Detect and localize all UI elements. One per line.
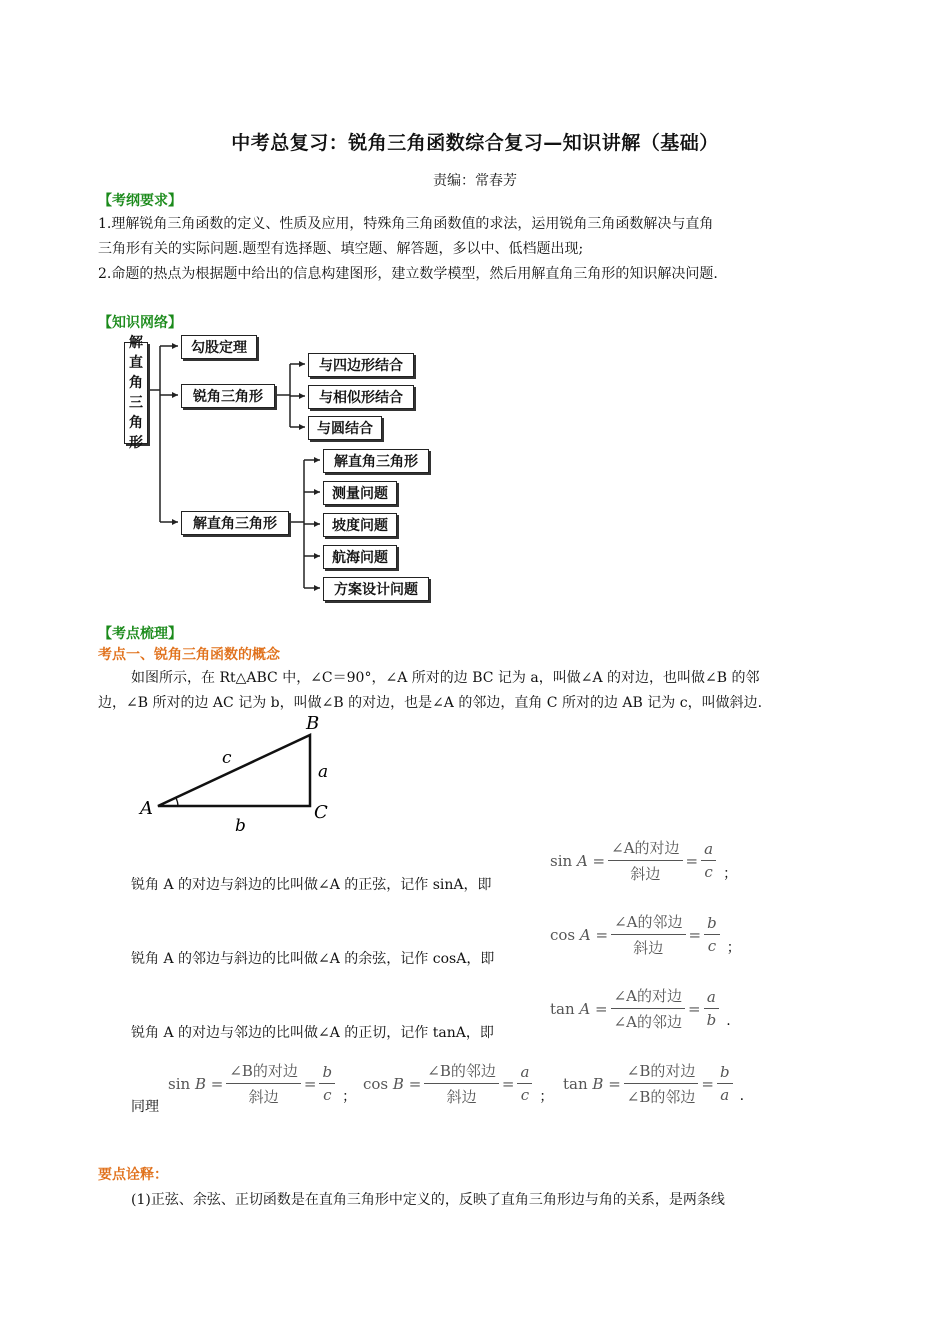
side-c-label: c [222, 748, 232, 768]
intro-line-2: 边，∠B 所对的边 AC 记为 b，叫做∠B 的对边，也是∠A 的邻边，直角 C 所对的边 AB 记为 c，叫做斜边. [98, 695, 763, 711]
node-measurement: 测量问题 [323, 481, 397, 505]
notes-line-1: (1)正弦、余弦、正切函数是在直角三角形中定义的，反映了直角三角形边与角的关系，是两条线 [131, 1192, 725, 1208]
fn-name: sin [550, 851, 573, 870]
frac-numerator: ∠A的对边 [611, 985, 685, 1009]
exam-req-line-1: 1.理解锐角三角函数的定义、性质及应用，特殊角三角函数值的求法，运用锐角三角函数解决与直角 [98, 216, 714, 232]
sin-b-formula: sin B = $\frac{\text{∠B的对边}}{\text{斜边}}$ = $\frac{b}{c}$ ； [168, 1062, 357, 1106]
similarly-label: 同理 [131, 1099, 159, 1115]
root-char: 解 [129, 335, 143, 351]
cos-b-formula: cos B = $\frac{\text{∠B的邻边}}{\text{斜边}}$ = $\frac{a}{c}$ ； [363, 1062, 554, 1106]
punctuation: ； [726, 939, 741, 956]
side-b-label: b [235, 816, 246, 836]
fn-name: sin [168, 1074, 191, 1093]
fn-name: tan [563, 1074, 588, 1093]
root-char: 角 [129, 375, 143, 391]
vertex-b-label: B [306, 713, 320, 734]
frac-numerator: a [701, 840, 716, 861]
exam-req-line-2: 三角形有关的实际问题.题型有选择题、填空题、解答题，多以中、低档题出现; [98, 241, 584, 257]
frac-denominator: b [706, 1011, 717, 1029]
punctuation: ； [539, 1088, 554, 1105]
fn-name: cos [550, 925, 576, 944]
knowledge-network-heading: 【知识网络】 [98, 315, 182, 331]
frac-denominator: ∠B的邻边 [626, 1088, 696, 1106]
node-pythagorean-theorem: 勾股定理 [181, 335, 257, 359]
triangle-shape [158, 735, 310, 806]
frac-denominator: 斜边 [633, 939, 664, 957]
frac-numerator: ∠B的对边 [226, 1060, 301, 1084]
exam-requirements-heading: 【考纲要求】 [98, 193, 182, 209]
frac-denominator: c [520, 1086, 530, 1104]
root-char: 三 [129, 395, 143, 411]
cos-a-formula: cos A = $\frac{\text{∠A的邻边}}{\text{斜边}}$ = $\frac{b}{c}$ ； [550, 913, 741, 957]
punctuation: ； [342, 1088, 357, 1105]
frac-denominator: c [707, 937, 717, 955]
root-char: 角 [129, 415, 143, 431]
frac-numerator: b [717, 1063, 733, 1084]
frac-numerator: b [319, 1063, 335, 1084]
frac-denominator: 斜边 [248, 1088, 279, 1106]
node-with-circle: 与圆结合 [308, 416, 382, 440]
frac-denominator: ∠A的邻边 [613, 1013, 683, 1031]
page-title: 中考总复习：锐角三角函数综合复习—知识讲解（基础） [231, 132, 719, 154]
right-triangle-figure [130, 710, 350, 840]
author-line: 责编：常春芳 [433, 173, 517, 189]
frac-denominator: 斜边 [630, 865, 661, 883]
frac-numerator: ∠A的邻边 [611, 911, 685, 935]
exam-req-line-3: 2.命题的热点为根据题中给出的信息构建图形，建立数学模型，然后用解直角三角形的知识解决问题. [98, 266, 718, 282]
side-a-label: a [318, 762, 329, 782]
intro-line-1: 如图所示，在 Rt△ABC 中，∠C＝90°，∠A 所对的边 BC 记为 a，叫做∠A 的对边，也叫做∠B 的邻 [131, 670, 760, 686]
node-with-similar-figures: 与相似形结合 [308, 385, 414, 409]
frac-numerator: ∠B的对边 [624, 1060, 699, 1084]
root-char: 形 [129, 435, 143, 451]
fn-name: cos [363, 1074, 389, 1093]
key-points-heading: 【考点梳理】 [98, 626, 182, 642]
cos-definition-text: 锐角 A 的邻边与斜边的比叫做∠A 的余弦，记作 cosA，即 [131, 951, 495, 967]
notes-heading: 要点诠释： [98, 1167, 168, 1183]
fn-var: A [579, 925, 591, 944]
frac-numerator: a [517, 1063, 532, 1084]
node-acute-trig: 锐角三角形 [181, 384, 275, 408]
network-root-box [124, 335, 148, 451]
frac-numerator: b [704, 914, 720, 935]
punctuation: . [739, 1087, 745, 1104]
fn-var: A [579, 999, 591, 1018]
tan-b-formula: tan B = $\frac{\text{∠B的对边}}{\text{∠B的邻边}}$ = $\frac{b}{a}$ . [563, 1062, 745, 1106]
frac-numerator: ∠B的邻边 [424, 1060, 499, 1084]
frac-denominator: c [704, 863, 713, 881]
frac-numerator: a [704, 988, 719, 1009]
frac-denominator: a [720, 1086, 730, 1104]
vertex-c-label: C [314, 802, 328, 823]
fn-name: tan [550, 999, 575, 1018]
frac-denominator: 斜边 [446, 1088, 477, 1106]
fn-var: B [592, 1074, 604, 1093]
root-char: 直 [129, 355, 143, 371]
node-design: 方案设计问题 [323, 577, 429, 601]
fn-var: A [576, 851, 588, 870]
point-1-title: 考点一、锐角三角函数的概念 [98, 647, 280, 663]
punctuation: . [726, 1012, 731, 1029]
punctuation: ； [723, 865, 738, 882]
node-solve-right-triangle: 解直角三角形 [181, 511, 289, 535]
frac-numerator: ∠A的对边 [608, 837, 682, 861]
tan-definition-text: 锐角 A 的对边与邻边的比叫做∠A 的正切，记作 tanA，即 [131, 1025, 494, 1041]
tan-a-formula: tan A = $\frac{\text{∠A的对边}}{\text{∠A的邻边}}$ = $\frac{a}{b}$ . [550, 987, 731, 1031]
fn-var: B [392, 1074, 404, 1093]
node-solve-rt-triangle: 解直角三角形 [323, 449, 429, 473]
frac-denominator: c [323, 1086, 332, 1104]
sin-definition-text: 锐角 A 的对边与斜边的比叫做∠A 的正弦，记作 sinA，即 [131, 877, 492, 893]
node-navigation: 航海问题 [323, 545, 397, 569]
vertex-a-label: A [140, 798, 153, 819]
sin-a-formula: sin A = $\frac{\text{∠A的对边}}{\text{斜边}}$ = $\frac{a}{c}$ ； [550, 839, 738, 883]
fn-var: B [194, 1074, 206, 1093]
network-connectors [0, 0, 950, 620]
node-slope: 坡度问题 [323, 513, 397, 537]
node-with-quadrilateral: 与四边形结合 [308, 353, 414, 377]
